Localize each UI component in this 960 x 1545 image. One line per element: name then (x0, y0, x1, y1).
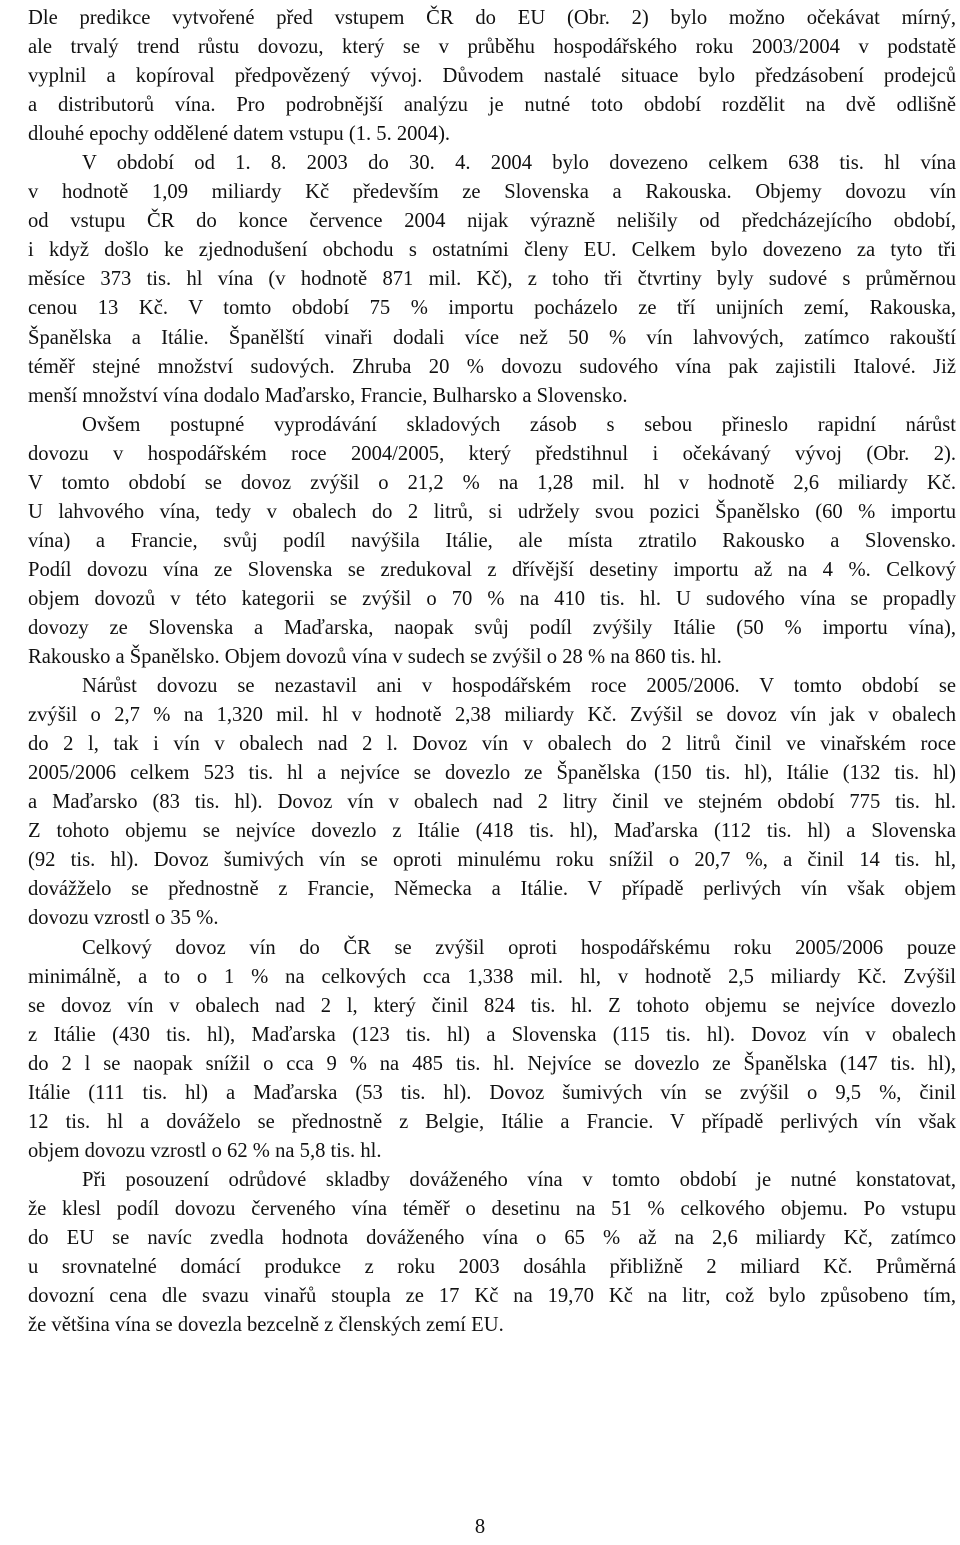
text-line: dovážželo se přednostně z Francie, Německa a Itálie. V případě perlivých vín však objem (28, 878, 956, 901)
text-line: cenou 13 Kč. V tomto období 75 % importu pocházelo ze tří unijních zemí, Rakouska, (28, 297, 956, 320)
paragraph-total-imports (28, 934, 956, 1166)
text-line: dlouhé epochy oddělené datem vstupu (1. 5. 2004). (28, 123, 451, 146)
text-line: Dle predikce vytvořené před vstupem ČR do EU (Obr. 2) bylo možno očekávat mírný, (28, 7, 956, 29)
text-line: V tomto období se dovoz zvýšil o 21,2 % na 1,28 mil. hl v hodnotě 2,6 miliardy Kč. (28, 471, 956, 494)
text-line: (92 tis. hl). Dovoz šumivých vín se oproti minulému roku snížil o 20,7 %, a činil 14 tis. hl, (28, 849, 956, 872)
text-line: dovozu vzrostl o 35 %. (28, 907, 219, 930)
text-line: téměř stejné množství sudových. Zhruba 20 % dovozu sudového vína pak zajistili Italové. Již (28, 355, 956, 378)
text-line: Rakousko a Španělsko. Objem dovozů vína v sudech se zvýšil o 28 % na 860 tis. hl. (28, 646, 722, 669)
text-line: objem dovozu vzrostl o 62 % na 5,8 tis. hl. (28, 1139, 382, 1162)
text-line: 2005/2006 celkem 523 tis. hl a nejvíce se dovezlo ze Španělska (150 tis. hl), Itálie (132 tis. hl) (28, 762, 956, 785)
text-line: Španělska a Itálie. Španělští vinaři dodali více než 50 % vín lahvových, zatímco rakouští (28, 326, 956, 349)
text-line: dovozy ze Slovenska a Maďarska, naopak svůj podíl zvýšily Itálie (50 % importu vína), (28, 616, 956, 639)
text-line: měsíce 373 tis. hl vína (v hodnotě 871 mil. Kč), z toho tři čtvrtiny byly sudové s průměrnou (28, 268, 956, 291)
text-line: že většina vína se dovezla bezcelně z členských zemí EU. (28, 1314, 504, 1337)
text-line: Itálie (111 tis. hl) a Maďarska (53 tis. hl). Dovoz šumivých vín se zvýšil o 9,5 %, činil (28, 1081, 956, 1104)
text-line: Ovšem postupné vyprodávání skladových zásob s sebou přineslo rapidní nárůst (82, 413, 956, 436)
text-line: od vstupu ČR do konce července 2004 nijak výrazně nelišily od předcházejícího období, (28, 210, 956, 233)
text-line: U lahvového vína, tedy v obalech do 2 litrů, si udržely svou pozici Španělsko (60 % importu (28, 500, 956, 523)
text-line: se dovoz vín v obalech nad 2 l, který činil 824 tis. hl. Z tohoto objemu se nejvíce dovezlo (28, 994, 956, 1017)
paragraph-year-2004-2005 (28, 411, 956, 672)
text-line: do EU se navíc zvedla hodnota dováženého vína o 65 % až na 2,6 miliardy Kč, zatímco (28, 1226, 956, 1249)
text-line: a Maďarsko (83 tis. hl). Dovoz vín v obalech nad 2 litry činil ve stejném období 775 tis. hl. (28, 791, 956, 814)
text-line: i když došlo ke zjednodušení obchodu s ostatními členy EU. Celkem bylo dovezeno za tyto tři (28, 239, 956, 262)
text-line: dovozní cena dle svazu vinařů stoupla ze 17 Kč na 19,70 Kč na litr, což bylo způsobeno tím, (28, 1285, 956, 1308)
text-line: Při posouzení odrůdové skladby dováženého vína v tomto období je nutné konstatovat, (82, 1168, 956, 1191)
text-line: ale trvalý trend růstu dovozu, který se v průběhu hospodářského roku 2003/2004 v podstatě (28, 36, 956, 59)
text-line: do 2 l, tak i vín v obalech nad 2 l. Dovoz vín v obalech do 2 litrů činil ve vinařském roce (28, 733, 956, 756)
paragraph-year-2005-2006 (28, 672, 956, 933)
paragraph-import-forecast (28, 4, 956, 149)
text-line: do 2 l se naopak snížil o cca 9 % na 485 tis. hl. Nejvíce se dovezlo ze Španělska (147 tis. hl), (28, 1052, 956, 1075)
text-line: vyplnil a kopíroval předpovězený vývoj. Důvodem nastalé situace bylo předzásobení prodejců (28, 65, 956, 88)
text-line: vína) a Francie, svůj podíl navýšila Itálie, ale místa ztratilo Rakousko a Slovensko. (28, 529, 956, 552)
text-line: 12 tis. hl a dováželo se přednostně z Belgie, Itálie a Francie. V případě perlivých vín však (28, 1110, 956, 1133)
document-page (28, 4, 956, 1340)
text-line: menší množství vína dodalo Maďarsko, Francie, Bulharsko a Slovensko. (28, 384, 628, 407)
paragraph-variety-composition (28, 1166, 956, 1340)
page-number: 8 (474, 1516, 486, 1538)
text-line: V období od 1. 8. 2003 do 30. 4. 2004 bylo dovezeno celkem 638 tis. hl vína (82, 152, 956, 175)
text-line: Z tohoto objemu se nejvíce dovezlo z Itálie (418 tis. hl), Maďarska (112 tis. hl) a Slovenska (28, 820, 956, 843)
text-line: Podíl dovozu vína ze Slovenska se zredukoval z dřívější desetiny importu až na 4 %. Celkový (28, 558, 956, 581)
text-line: Celkový dovoz vín do ČR se zvýšil oproti hospodářskému roku 2005/2006 pouze (82, 936, 956, 959)
text-line: v hodnotě 1,09 miliardy Kč především ze Slovenska a Rakouska. Objemy dovozu vín (28, 181, 956, 204)
paragraph-period-2003-2004 (28, 149, 956, 410)
text-line: z Itálie (430 tis. hl), Maďarska (123 tis. hl) a Slovenska (115 tis. hl). Dovoz vín v obalech (28, 1023, 956, 1046)
text-line: dovozu v hospodářském roce 2004/2005, který předstihnul i očekávaný vývoj (Obr. 2). (28, 442, 956, 465)
text-line: objem dovozů v této kategorii se zvýšil o 70 % na 410 tis. hl. U sudového vína se propadly (28, 587, 956, 610)
text-line: že klesl podíl dovozu červeného vína téměř o desetinu na 51 % celkového objemu. Po vstupu (28, 1197, 956, 1220)
text-line: a distributorů vína. Pro podrobnější analýzu je nutné toto období rozdělit na dvě odlišně (28, 94, 956, 117)
text-line: zvýšil o 2,7 % na 1,320 mil. hl v hodnotě 2,38 miliardy Kč. Zvýšil se dovoz vín jak v obalech (28, 704, 956, 727)
text-line: minimálně, a to o 1 % na celkových cca 1,338 mil. hl, v hodnotě 2,5 miliardy Kč. Zvýšil (28, 965, 956, 988)
text-line: u srovnatelné domácí produkce z roku 2003 dosáhla přibližně 2 miliard Kč. Průměrná (28, 1256, 956, 1279)
text-line: Nárůst dovozu se nezastavil ani v hospodářském roce 2005/2006. V tomto období se (82, 675, 956, 698)
